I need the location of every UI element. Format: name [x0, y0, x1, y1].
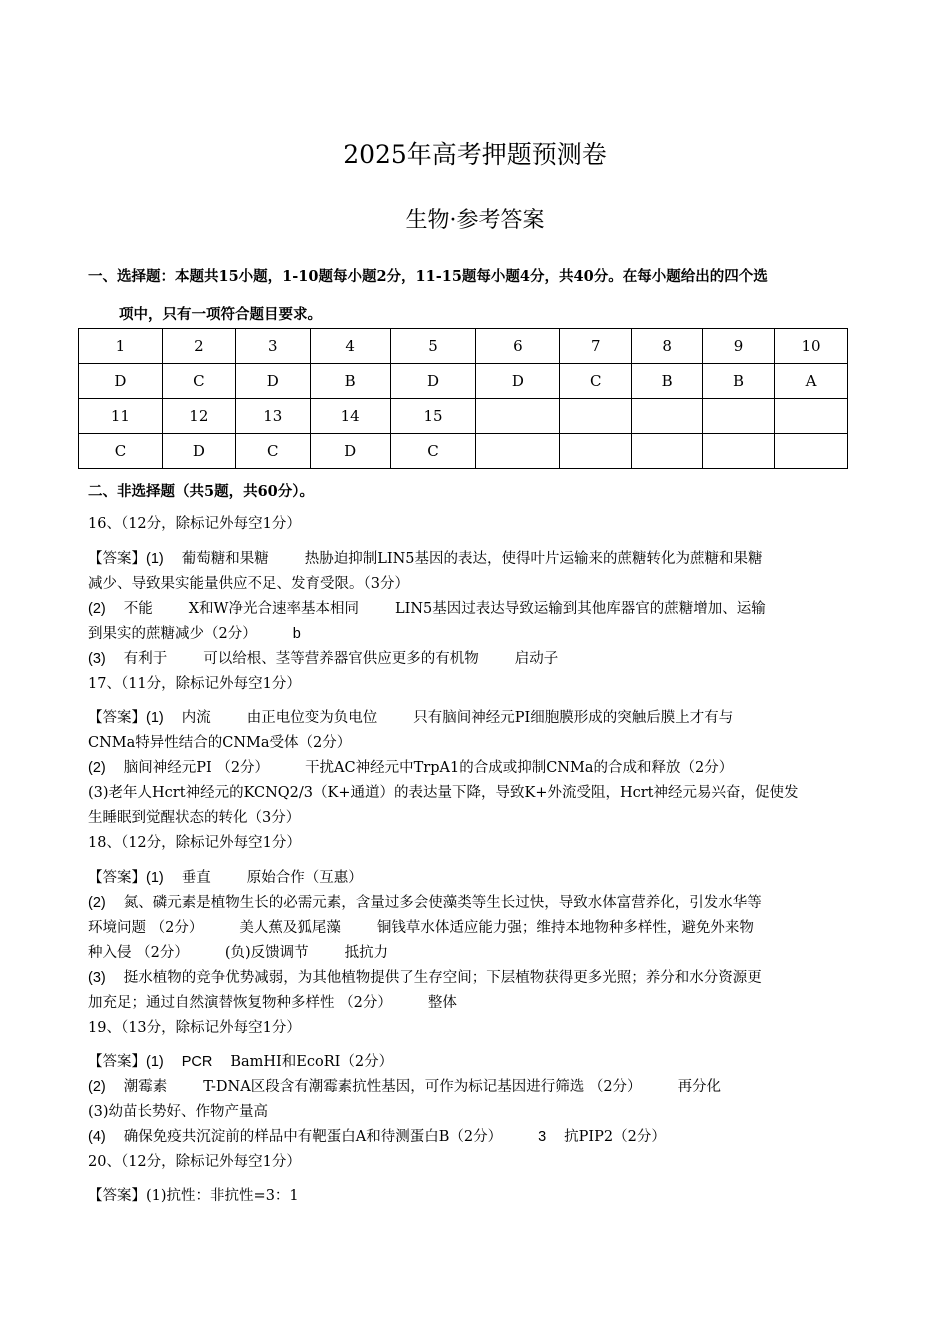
table-cell: 11: [79, 399, 163, 434]
question-19-answer: [88, 1050, 864, 1175]
table-cell: C: [235, 434, 310, 469]
answer-part: (4): [88, 1129, 106, 1145]
answer-part: BamHI和EcoRI（2分）: [230, 1054, 394, 1070]
answer-part: (2): [88, 601, 106, 617]
answer-part: 到果实的蔗糖减少（2分）: [88, 626, 257, 642]
answer-line: CNMa特异性结合的CNMa受体（2分）: [88, 735, 352, 751]
answer-part: (2): [88, 760, 106, 776]
answer-part: 可以给根、茎等营养器官供应更多的有机物: [203, 651, 479, 667]
table-cell: D: [476, 364, 560, 399]
table-cell: C: [162, 364, 235, 399]
answer-part: 氮、磷元素是植物生长的必需元素，含量过多会使藻类等生长过快，导致水体富营养化，引发水华等: [123, 895, 762, 911]
answer-part: 脑间神经元PI （2分）: [123, 760, 270, 776]
table-cell: C: [560, 364, 632, 399]
answer-line: [88, 991, 864, 1016]
answer-part: 确保免疫共沉淀前的样品中有靶蛋白A和待测蛋白B（2分）: [123, 1129, 503, 1145]
answer-line: 【答案】(1)抗性：非抗性=3：1: [88, 1188, 299, 1204]
question-17-header: 17、（11分，除标记外每空1分）: [88, 676, 301, 692]
answer-part: 原始合作（互惠）: [246, 870, 363, 886]
answer-part: 有利于: [123, 651, 168, 667]
table-cell: C: [79, 434, 163, 469]
table-cell: 7: [560, 329, 632, 364]
answer-part: 整体: [427, 995, 457, 1011]
answer-part: 加充足；通过自然演替恢复物种多样性 （2分）: [88, 995, 392, 1011]
answer-part: X和W净光合速率基本相同: [188, 601, 359, 617]
table-cell: [560, 399, 632, 434]
table-row-answers-1: [79, 364, 848, 399]
table-cell: A: [775, 364, 848, 399]
answer-part: 内流: [181, 710, 211, 726]
answer-part: 抗PIP2（2分）: [564, 1129, 666, 1145]
table-cell: [476, 399, 560, 434]
answer-line: [88, 866, 864, 891]
table-cell: 9: [703, 329, 775, 364]
table-cell: 8: [632, 329, 703, 364]
table-cell: 5: [390, 329, 476, 364]
answer-line: [88, 966, 864, 991]
table-cell: 10: [775, 329, 848, 364]
answer-part: 3: [538, 1129, 547, 1145]
table-cell: D: [390, 364, 476, 399]
answer-line: [88, 622, 864, 647]
answer-line: [88, 891, 864, 916]
section-2-heading: 二、非选择题（共5题，共60分）。: [88, 483, 315, 500]
question-20-header: 20、（12分，除标记外每空1分）: [88, 1154, 301, 1170]
answer-part: 【答案】(1): [88, 1054, 164, 1070]
table-cell: 6: [476, 329, 560, 364]
answer-part: 铜钱草水体适应能力强；维持本地物种多样性，避免外来物: [376, 920, 754, 936]
question-16-header: 16、（12分，除标记外每空1分）: [88, 516, 301, 532]
answer-line: [88, 647, 864, 672]
answer-line: [88, 756, 864, 781]
answer-part: (2): [88, 895, 106, 911]
answer-part: 【答案】(1): [88, 710, 164, 726]
question-19-header: 19、（13分，除标记外每空1分）: [88, 1020, 301, 1036]
answer-line: (3)老年人Hcrt神经元的KCNQ2/3（K+通道）的表达量下降，导致K+外流受阻，Hcrt神经元易兴奋，促使发: [88, 785, 799, 801]
table-cell: 3: [235, 329, 310, 364]
answer-part: (3): [88, 970, 106, 986]
question-18-header: 18、（12分，除标记外每空1分）: [88, 835, 301, 851]
table-cell: 4: [310, 329, 390, 364]
table-cell: D: [310, 434, 390, 469]
answer-line: [88, 941, 864, 966]
answer-part: 不能: [123, 601, 153, 617]
answer-line: [88, 1050, 864, 1075]
question-16-answer: [88, 547, 864, 697]
table-cell: 13: [235, 399, 310, 434]
table-cell: B: [703, 364, 775, 399]
answer-part: (负)反馈调节: [224, 945, 309, 961]
table-cell: [703, 399, 775, 434]
table-cell: [703, 434, 775, 469]
table-row-answers-2: [79, 434, 848, 469]
question-18-answer: [88, 866, 864, 1041]
answer-part: 抵抗力: [344, 945, 389, 961]
answer-part: 再分化: [677, 1079, 722, 1095]
answer-part: LIN5基因过表达导致运输到其他库器官的蔗糖增加、运输: [394, 601, 766, 617]
answer-part: 启动子: [514, 651, 559, 667]
question-20-answer: [88, 1184, 864, 1209]
answer-part: 干扰AC神经元中TrpA1的合成或抑制CNMa的合成和释放（2分）: [305, 760, 734, 776]
answer-part: 【答案】(1): [88, 551, 164, 567]
table-cell: 2: [162, 329, 235, 364]
answer-part: 葡萄糖和果糖: [181, 551, 269, 567]
table-cell: D: [79, 364, 163, 399]
question-17-answer: [88, 706, 864, 856]
answer-part: (2): [88, 1079, 106, 1095]
table-cell: D: [162, 434, 235, 469]
answer-part: 垂直: [181, 870, 211, 886]
answer-part: 美人蕉及狐尾藻: [239, 920, 341, 936]
table-cell: B: [632, 364, 703, 399]
answer-part: 环境问题 （2分）: [88, 920, 204, 936]
answer-part: 由正电位变为负电位: [246, 710, 378, 726]
table-row-question-numbers-1: [79, 329, 848, 364]
table-cell: [560, 434, 632, 469]
table-cell: [775, 399, 848, 434]
answer-part: 种入侵 （2分）: [88, 945, 189, 961]
table-cell: [632, 434, 703, 469]
answer-part: 只有脑间神经元PI细胞膜形成的突触后膜上才有与: [413, 710, 734, 726]
answer-part: PCR: [181, 1054, 213, 1070]
section-1-heading: [88, 258, 868, 334]
table-cell: D: [235, 364, 310, 399]
table-cell: B: [310, 364, 390, 399]
table-cell: C: [390, 434, 476, 469]
answer-line: 减少、导致果实能量供应不足、发育受限。（3分）: [88, 576, 409, 592]
answer-line: [88, 916, 864, 941]
answer-part: 潮霉素: [123, 1079, 168, 1095]
table-cell: 1: [79, 329, 163, 364]
answer-line: 生睡眠到觉醒状态的转化（3分）: [88, 810, 301, 826]
table-cell: [632, 399, 703, 434]
page-title: 2025年高考押题预测卷: [343, 140, 607, 169]
table-row-question-numbers-2: [79, 399, 848, 434]
answer-part: b: [292, 626, 301, 642]
answer-part: 热胁迫抑制LIN5基因的表达，使得叶片运输来的蔗糖转化为蔗糖和果糖: [304, 551, 763, 567]
answer-part: (3): [88, 651, 106, 667]
answer-line: [88, 1125, 864, 1150]
answer-line: [88, 706, 864, 731]
answer-line: [88, 547, 864, 572]
answer-part: 挺水植物的竞争优势减弱，为其他植物提供了生存空间；下层植物获得更多光照；养分和水分资源更: [123, 970, 762, 986]
answer-line: [88, 597, 864, 622]
question-16-block: [88, 512, 864, 537]
answer-line: [88, 1075, 864, 1100]
table-cell: 14: [310, 399, 390, 434]
answer-part: 【答案】(1): [88, 870, 164, 886]
section-1-line-2: 项中，只有一项符合题目要求。: [119, 306, 322, 323]
answer-part: T-DNA区段含有潮霉素抗性基因，可作为标记基因进行筛选 （2分）: [203, 1079, 642, 1095]
table-cell: 15: [390, 399, 476, 434]
table-cell: [775, 434, 848, 469]
answer-table: [78, 328, 848, 469]
section-1-line-1: 一、选择题：本题共15小题，1-10题每小题2分，11-15题每小题4分，共40分。在每小题给出的四个选: [88, 268, 768, 285]
answer-line: (3)幼苗长势好、作物产量高: [88, 1104, 269, 1120]
table-cell: 12: [162, 399, 235, 434]
table-cell: [476, 434, 560, 469]
page-subtitle: 生物·参考答案: [405, 208, 545, 233]
